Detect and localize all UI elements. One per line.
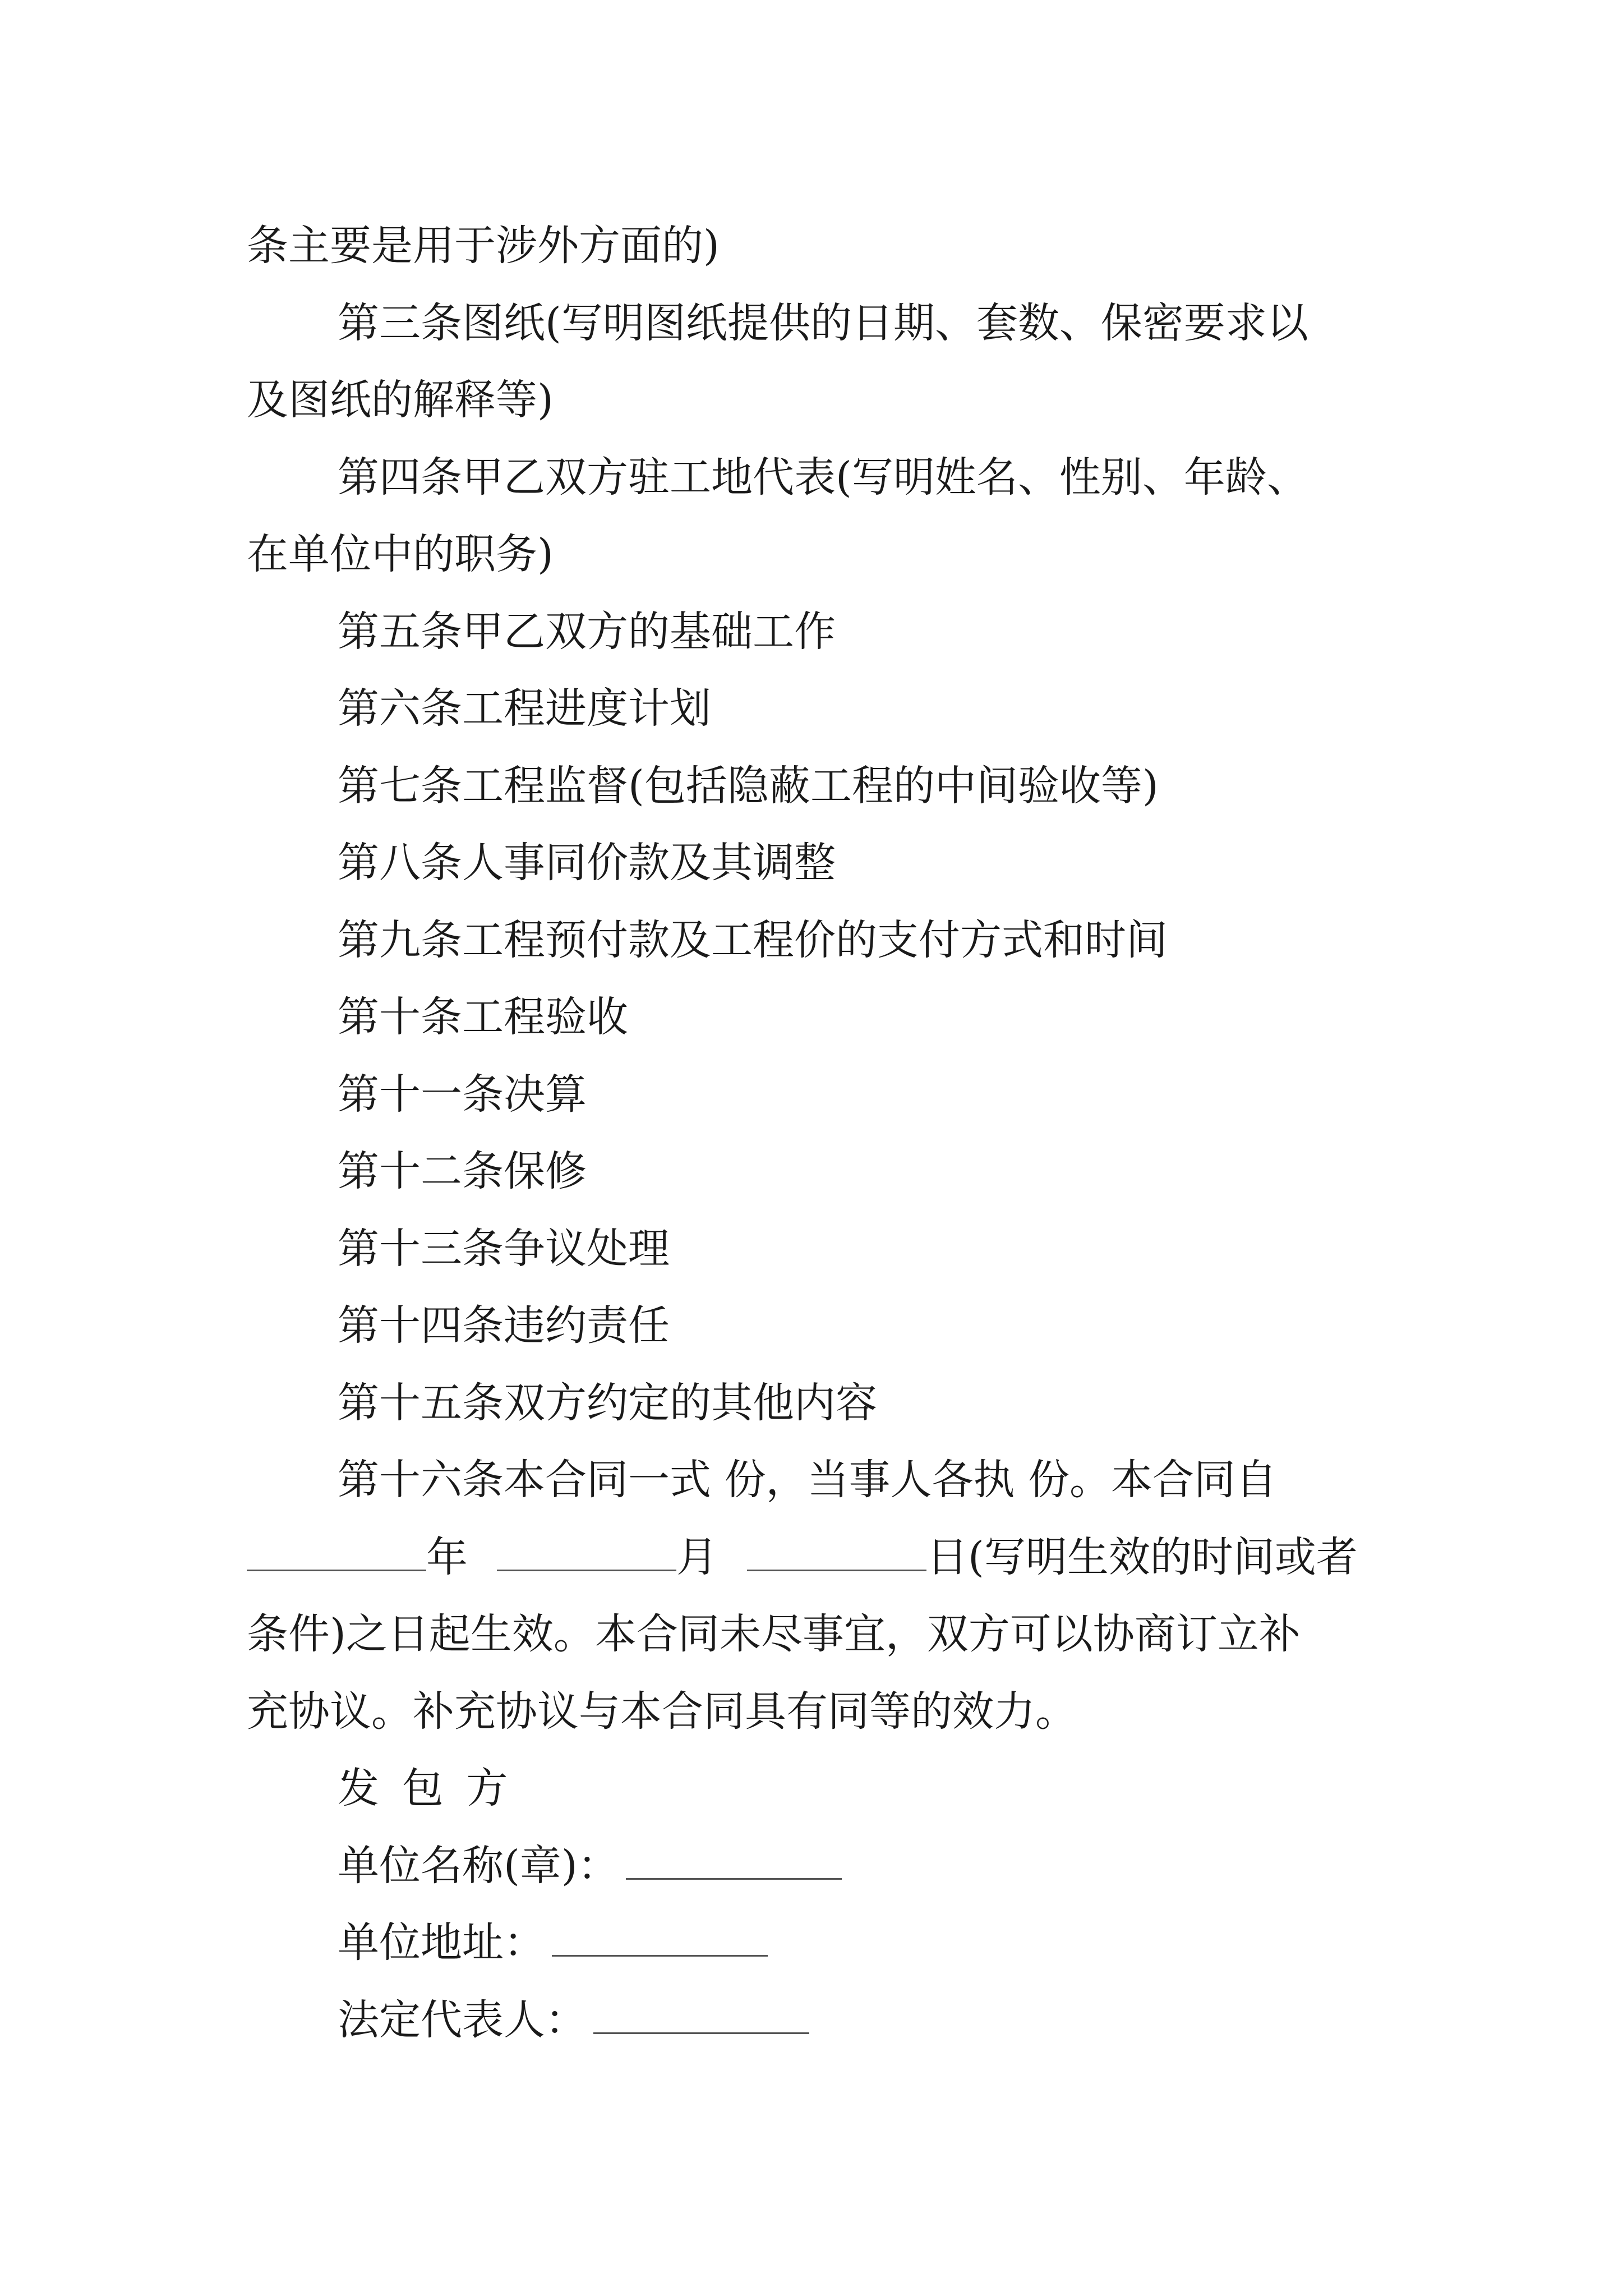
effective-date-line (247, 1519, 1385, 1596)
clause-12: 第十二条保修 (338, 1147, 587, 1195)
clause-10: 第十条工程验收 (338, 993, 628, 1041)
clause-4-line: 第四条甲乙双方驻工地代表(写明姓名、性别、年龄、 (338, 453, 1308, 501)
clause-8: 第八条人事同价款及其调整 (338, 839, 836, 887)
clause-11: 第十一条决算 (338, 1070, 587, 1119)
legal-rep-label: 法定代表人： (338, 1995, 587, 2044)
unit-name-label: 单位名称(章)： (338, 1841, 619, 1890)
clause-9: 第九条工程预付款及工程价的支付方式和时间 (338, 915, 1168, 964)
party-heading: 发包方 (338, 1764, 531, 1812)
clause-5: 第五条甲乙双方的基础工作 (338, 607, 836, 656)
day-label: 日(写明生效的时间或者 (926, 1533, 1358, 1581)
clause-3-line: 第三条图纸(写明图纸提供的日期、套数、保密要求以 (338, 298, 1308, 347)
clause-6: 第六条工程进度计划 (338, 684, 711, 733)
clause-4-continuation: 在单位中的职务) (247, 530, 554, 578)
unit-address-row (247, 1904, 1385, 1982)
text-line: 条主要是用于涉外方面的) (247, 222, 720, 270)
year-label: 年 (426, 1533, 468, 1581)
clause-16-continuation: 条件)之日起生效。本合同未尽事宜，双方可以协商订立补 (247, 1610, 1301, 1658)
legal-rep-blank[interactable] (593, 1993, 809, 2033)
clause-7: 第七条工程监督(包括隐蔽工程的中间验收等) (338, 761, 1159, 810)
clause-13: 第十三条争议处理 (338, 1224, 670, 1273)
day-blank[interactable] (747, 1530, 926, 1571)
clause-14: 第十四条违约责任 (338, 1301, 670, 1350)
month-label: 月 (676, 1533, 718, 1581)
clause-15: 第十五条双方约定的其他内容 (338, 1378, 877, 1427)
clause-16-line: 第十六条本合同一式 份，当事人各执 份。本合同自 (338, 1456, 1278, 1504)
year-blank[interactable] (247, 1530, 426, 1571)
unit-address-blank[interactable] (552, 1916, 768, 1957)
month-blank[interactable] (497, 1530, 676, 1571)
unit-address-label: 单位地址： (338, 1918, 545, 1967)
unit-name-blank[interactable] (626, 1838, 842, 1879)
unit-name-row (247, 1828, 1385, 1905)
contract-body (247, 208, 1385, 2059)
legal-rep-row (247, 1982, 1385, 2059)
clause-3-continuation: 及图纸的解释等) (247, 376, 554, 424)
clause-16-end: 充协议。补充协议与本合同具有同等的效力。 (247, 1687, 1077, 1736)
